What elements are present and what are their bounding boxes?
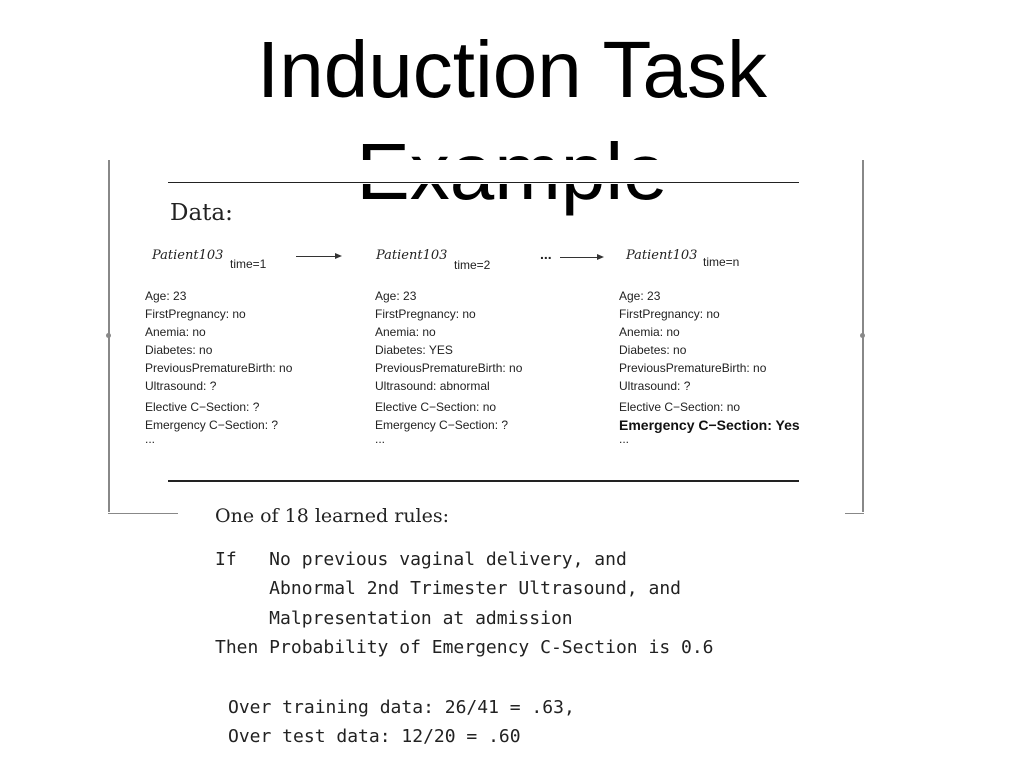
patient-label-2: Patient103	[376, 248, 448, 263]
figure-bottom-rule	[168, 480, 799, 482]
frame-handle-right	[860, 333, 865, 338]
field-emergency-c-section: Emergency C−Section: ?	[145, 418, 279, 432]
time-label-1: time=1	[230, 257, 267, 271]
rule-line-1: If No previous vaginal delivery, and	[215, 549, 627, 570]
patient-label-3: Patient103	[626, 248, 698, 263]
frame-handle-left	[106, 333, 111, 338]
frame-bottom-right	[845, 513, 864, 514]
field-elective-c-section: Elective C−Section: ?	[145, 400, 260, 414]
patient-record-time2	[375, 287, 522, 444]
slide-title-line1: Induction Task	[257, 25, 767, 114]
field-elective-c-section: Elective C−Section: no	[619, 400, 741, 414]
stats-training: Over training data: 26/41 = .63,	[228, 697, 575, 718]
arrow-1	[296, 256, 340, 257]
field-age: Age: 23	[375, 289, 417, 303]
field-previous-premature-birth: PreviousPrematureBirth: no	[145, 361, 293, 375]
patient-label-1: Patient103	[152, 248, 224, 263]
field-anemia: Anemia: no	[145, 325, 206, 339]
field-previous-premature-birth: PreviousPrematureBirth: no	[375, 361, 523, 375]
field-anemia: Anemia: no	[619, 325, 680, 339]
frame-bottom-left	[108, 513, 178, 514]
field-age: Age: 23	[145, 289, 187, 303]
ellipsis: ...	[145, 432, 156, 446]
patient-record-time1	[145, 287, 292, 444]
ellipsis: ...	[375, 432, 386, 446]
stats-test: Over test data: 12/20 = .60	[228, 726, 521, 747]
field-first-pregnancy: FirstPregnancy: no	[619, 307, 720, 321]
title-clip	[0, 0, 1024, 160]
field-diabetes: Diabetes: no	[145, 343, 213, 357]
field-first-pregnancy: FirstPregnancy: no	[145, 307, 246, 321]
figure-top-mask	[120, 160, 855, 184]
rule-line-3: Malpresentation at admission	[215, 608, 573, 629]
rule-line-2: Abnormal 2nd Trimester Ultrasound, and	[215, 578, 681, 599]
ellipsis: ...	[619, 432, 630, 446]
field-previous-premature-birth: PreviousPrematureBirth: no	[619, 361, 767, 375]
field-emergency-c-section: Emergency C−Section: Yes	[619, 417, 800, 433]
field-emergency-c-section: Emergency C−Section: ?	[375, 418, 509, 432]
rules-heading: One of 18 learned rules:	[215, 505, 450, 527]
field-ultrasound: Ultrasound: abnormal	[375, 379, 490, 393]
field-ultrasound: Ultrasound: ?	[145, 379, 217, 393]
sequence-dots: ...	[540, 246, 552, 262]
field-ultrasound: Ultrasound: ?	[619, 379, 691, 393]
field-diabetes: Diabetes: YES	[375, 343, 453, 357]
field-first-pregnancy: FirstPregnancy: no	[375, 307, 476, 321]
rule-line-4: Then Probability of Emergency C-Section is 0.6	[215, 637, 714, 658]
data-label: Data:	[170, 200, 233, 226]
patient-record-timen	[619, 287, 800, 444]
field-elective-c-section: Elective C−Section: no	[375, 400, 497, 414]
time-label-3: time=n	[703, 255, 740, 269]
time-label-2: time=2	[454, 258, 491, 272]
figure-top-rule	[168, 182, 799, 183]
field-diabetes: Diabetes: no	[619, 343, 687, 357]
field-anemia: Anemia: no	[375, 325, 436, 339]
field-age: Age: 23	[619, 289, 661, 303]
arrow-2	[560, 257, 602, 258]
